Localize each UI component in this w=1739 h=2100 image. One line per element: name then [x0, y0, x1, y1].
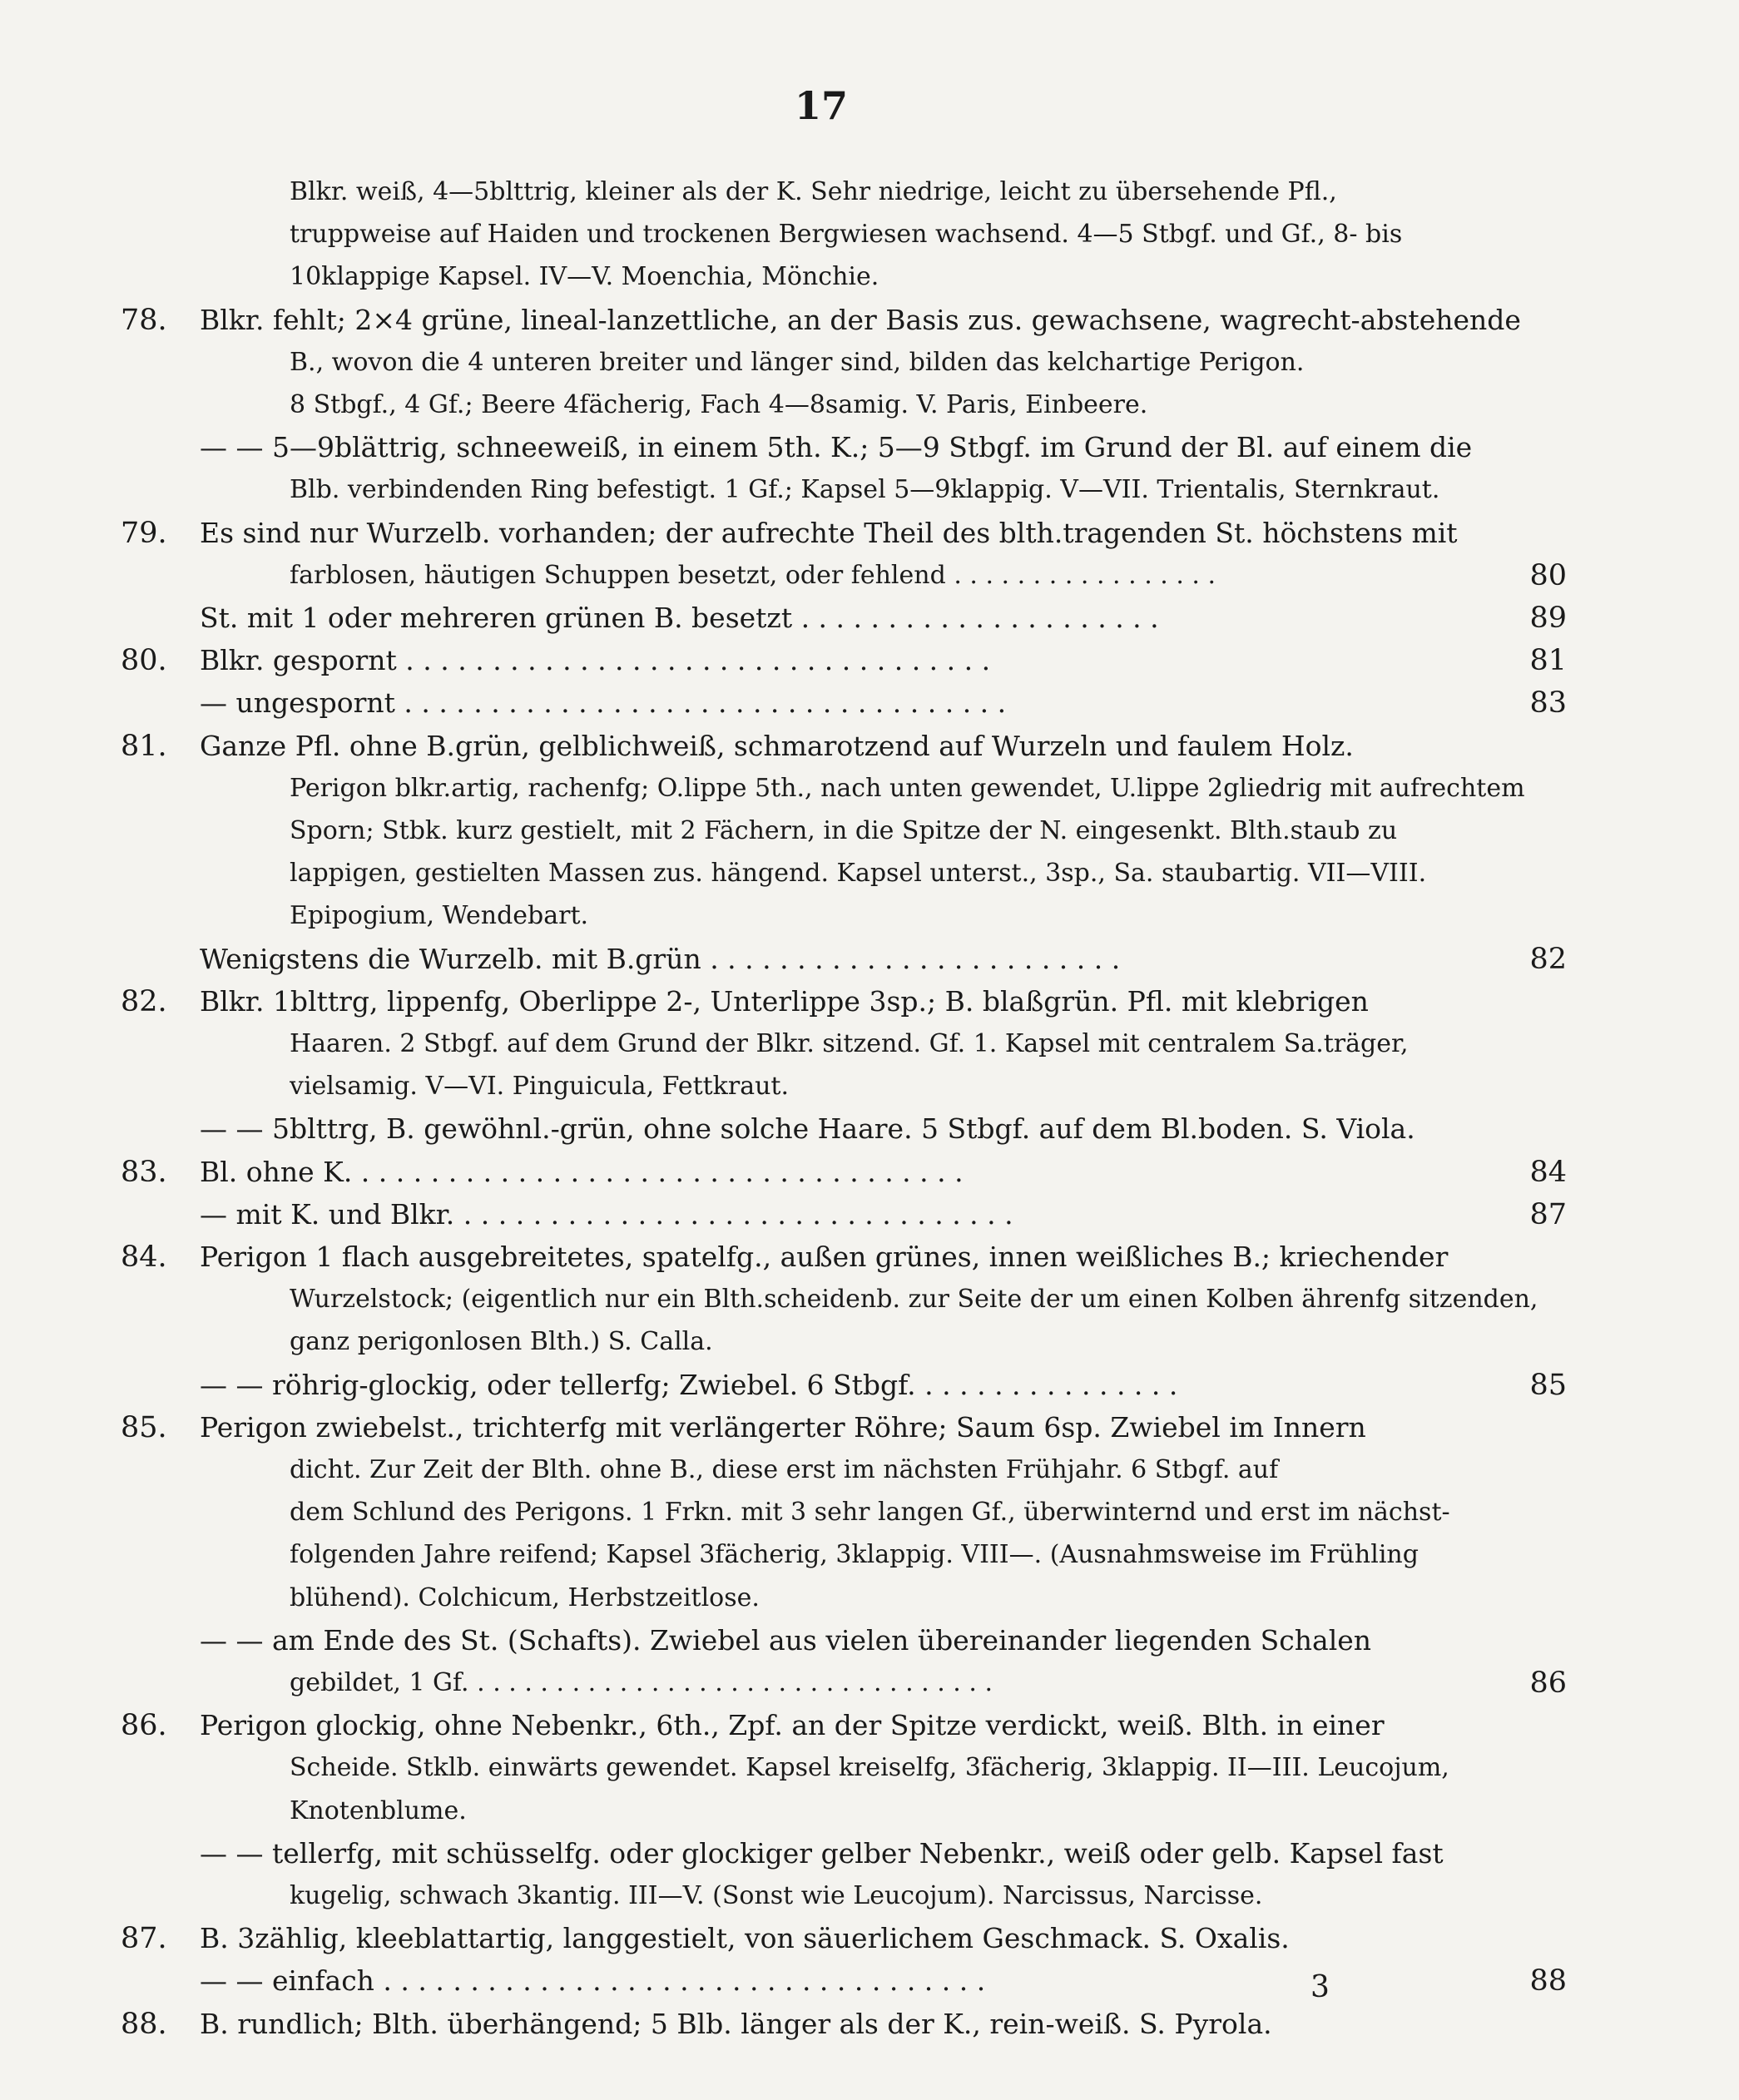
key-line [0, 894, 1739, 938]
entry-text: B., wovon die 4 unteren breiter und länger sind, bilden das kelchartige Perigon. [290, 347, 1305, 377]
entry-reference: 80 [1529, 558, 1567, 592]
entry-text: B. rundlich; Blth. überhängend; 5 Blb. länger als der K., rein-weiß. S. Pyrola. [200, 2007, 1272, 2040]
key-line [0, 1959, 1739, 2003]
entry-text: 10klappige Kapsel. IV—V. Moenchia, Mönchie. [290, 262, 879, 292]
entry-number: 83. [121, 1155, 167, 1189]
entry-text: Blb. verbindenden Ring befestigt. 1 Gf.; Kapsel 5—9klappig. V—VII. Trientalis, Sternkraut. [290, 475, 1440, 505]
key-line [0, 810, 1739, 853]
entry-text: Perigon zwiebelst., trichterfg mit verlängerter Röhre; Saum 6sp. Zwiebel im Innern [200, 1410, 1366, 1444]
entry-reference: 87 [1529, 1197, 1567, 1231]
entry-text: — — 5blttrg, B. gewöhnl.-grün, ohne solche Haare. 5 Stbgf. auf dem Bl.boden. S. Viola. [200, 1112, 1415, 1146]
key-line [0, 1917, 1739, 1960]
key-line [0, 1023, 1739, 1066]
entry-text: kugelig, schwach 3kantig. III—V. (Sonst wie Leucojum). Narcissus, Narcisse. [290, 1881, 1263, 1910]
entry-text: — — röhrig-glockig, oder tellerfg; Zwiebel. 6 Stbgf. . . . . . . . . . . . . . . . [200, 1368, 1178, 1401]
key-line [0, 681, 1739, 725]
entry-text: Perigon blkr.artig, rachenfg; O.lippe 5th., nach unten gewendet, U.lippe 2gliedrig mit aufrechtem [290, 773, 1525, 803]
page-number: 17 [795, 83, 849, 128]
entry-number: 87. [121, 1922, 167, 1956]
key-line [0, 1875, 1739, 1918]
entry-number: 81. [121, 729, 167, 763]
key-line [0, 725, 1739, 768]
entry-text: blühend). Colchicum, Herbstzeitlose. [290, 1582, 760, 1612]
entry-text: lappigen, gestielten Massen zus. hängend. Kapsel unterst., 3sp., Sa. staubartig. VII—VIII. [290, 859, 1427, 889]
entry-number: 86. [121, 1709, 167, 1743]
entry-text: Blkr. gespornt . . . . . . . . . . . . . . . . . . . . . . . . . . . . . . . . . . [200, 644, 991, 677]
key-line [0, 1320, 1739, 1364]
entry-text: — ungespornt . . . . . . . . . . . . . . . . . . . . . . . . . . . . . . . . . . . [200, 686, 1007, 720]
entry-text: Sporn; Stbk. kurz gestielt, mit 2 Fächern, in die Spitze der N. eingesenkt. Blth.staub zu [290, 816, 1398, 845]
entry-number: 88. [121, 2007, 167, 2041]
entry-text: farblosen, häutigen Schuppen besetzt, oder fehlend . . . . . . . . . . . . . . . . . [290, 560, 1216, 590]
entry-reference: 86 [1529, 1667, 1567, 1700]
entry-text: Bl. ohne K. . . . . . . . . . . . . . . . . . . . . . . . . . . . . . . . . . . . [200, 1155, 964, 1188]
key-line [0, 171, 1739, 214]
entry-reference: 89 [1529, 602, 1567, 635]
entry-reference: 85 [1529, 1368, 1567, 1402]
entry-text: Epipogium, Wendebart. [290, 901, 589, 931]
entry-text: Perigon glockig, ohne Nebenkr., 6th., Zpf. an der Spitze verdickt, weiß. Blth. in einer [200, 1709, 1385, 1742]
entry-text: — — tellerfg, mit schüsselfg. oder glockiger gelber Nebenkr., weiß oder gelb. Kapsel fast [200, 1836, 1444, 1870]
key-line [0, 1449, 1739, 1492]
key-line [0, 1790, 1739, 1833]
entry-text: folgenden Jahre reifend; Kapsel 3fächerig, 3klappig. VIII—. (Ausnahmsweise im Frühling [290, 1540, 1419, 1570]
entry-text: Wenigstens die Wurzelb. mit B.grün . . . . . . . . . . . . . . . . . . . . . . . . [200, 942, 1121, 975]
key-line [0, 597, 1739, 640]
key-line [0, 1491, 1739, 1534]
entry-text: — — einfach . . . . . . . . . . . . . . . . . . . . . . . . . . . . . . . . . . . [200, 1964, 986, 1998]
entry-text: ganz perigonlosen Blth.) S. Calla. [290, 1327, 713, 1357]
key-line [0, 1577, 1739, 1620]
entry-text: — — 5—9blättrig, schneeweiß, in einem 5th. K.; 5—9 Stbgf. im Grund der Bl. auf einem die [200, 431, 1473, 464]
entry-number: 85. [121, 1410, 167, 1444]
entry-text: 8 Stbgf., 4 Gf.; Beere 4fächerig, Fach 4—8samig. V. Paris, Einbeere. [290, 390, 1148, 419]
key-line [0, 341, 1739, 384]
signature-mark: 3 [1310, 1970, 1330, 2004]
key-line [0, 554, 1739, 597]
key-line [0, 1832, 1739, 1875]
entry-number: 82. [121, 984, 167, 1018]
key-line [0, 938, 1739, 981]
entry-text: dem Schlund des Perigons. 1 Frkn. mit 3 sehr langen Gf., überwinternd und erst im nächst- [290, 1498, 1450, 1528]
key-line [0, 1406, 1739, 1449]
entry-text: Blkr. fehlt; 2×4 grüne, lineal-lanzettliche, an der Basis zus. gewachsene, wagrecht-abstehende [200, 303, 1521, 336]
entry-text: Ganze Pfl. ohne B.grün, gelblichweiß, schmarotzend auf Wurzeln und faulem Holz. [200, 729, 1354, 762]
entry-text: Blkr. 1blttrg, lippenfg, Oberlippe 2-, Unterlippe 3sp.; B. blaßgrün. Pfl. mit klebrigen [200, 984, 1369, 1018]
key-line [0, 852, 1739, 895]
entry-reference: 83 [1529, 686, 1567, 721]
key-line [0, 1065, 1739, 1108]
entry-reference: 84 [1529, 1155, 1567, 1189]
key-line [0, 1746, 1739, 1790]
entry-text: vielsamig. V—VI. Pinguicula, Fettkraut. [290, 1072, 789, 1102]
entry-text: Wurzelstock; (eigentlich nur ein Blth.scheidenb. zur Seite der um einen Kolben ährenfg sitzenden, [290, 1285, 1538, 1315]
entry-number: 78. [121, 303, 167, 337]
key-line [0, 426, 1739, 469]
key-line [0, 1107, 1739, 1151]
entry-text: dicht. Zur Zeit der Blth. ohne B., diese erst im nächsten Frühjahr. 6 Stbgf. auf [290, 1455, 1279, 1484]
entry-text: B. 3zählig, kleeblattartig, langgestielt, von säuerlichem Geschmack. S. Oxalis. [200, 1922, 1290, 1955]
key-line [0, 1662, 1739, 1705]
entry-text: St. mit 1 oder mehreren grünen B. besetzt . . . . . . . . . . . . . . . . . . . . . [200, 602, 1159, 634]
entry-number: 80. [121, 644, 167, 678]
key-line [0, 980, 1739, 1023]
entry-reference: 81 [1529, 644, 1567, 678]
entry-text: truppweise auf Haiden und trockenen Bergwiesen wachsend. 4—5 Stbgf. und Gf., 8- bis [290, 220, 1403, 250]
key-line [0, 213, 1739, 256]
key-line [0, 1278, 1739, 1321]
entry-text: Blkr. weiß, 4—5blttrig, kleiner als der K. Sehr niedrige, leicht zu übersehende Pfl., [290, 177, 1337, 206]
entry-text: Scheide. Stklb. einwärts gewendet. Kapsel kreiselfg, 3fächerig, 3klappig. II—III. Leucojum, [290, 1753, 1449, 1783]
entry-text: gebildet, 1 Gf. . . . . . . . . . . . . . . . . . . . . . . . . . . . . . . . . . [290, 1668, 993, 1697]
entry-number: 84. [121, 1241, 167, 1274]
key-line [0, 1533, 1739, 1577]
entry-text: — — am Ende des St. (Schafts). Zwiebel aus vielen übereinander liegenden Schalen [200, 1623, 1372, 1657]
key-line [0, 299, 1739, 342]
key-line [0, 1619, 1739, 1662]
key-line [0, 468, 1739, 512]
entry-reference: 82 [1529, 942, 1567, 976]
entry-number: 79. [121, 516, 167, 550]
entry-text: Knotenblume. [290, 1795, 467, 1825]
key-line [0, 1704, 1739, 1747]
entry-text: — mit K. und Blkr. . . . . . . . . . . . . . . . . . . . . . . . . . . . . . . . . [200, 1197, 1013, 1231]
entry-reference: 88 [1529, 1964, 1567, 1998]
key-line [0, 512, 1739, 555]
entry-text: Perigon 1 flach ausgebreitetes, spatelfg., außen grünes, innen weißliches B.; kriechender [200, 1241, 1449, 1273]
key-line [0, 384, 1739, 427]
entry-text: Es sind nur Wurzelb. vorhanden; der aufrechte Theil des blth.tragenden St. höchstens mit [200, 516, 1458, 549]
entry-text: Haaren. 2 Stbgf. auf dem Grund der Blkr. sitzend. Gf. 1. Kapsel mit centralem Sa.träger, [290, 1029, 1409, 1058]
key-line [0, 1193, 1739, 1236]
key-line [0, 767, 1739, 810]
key-line [0, 639, 1739, 682]
key-line [0, 1151, 1739, 1194]
key-line [0, 1236, 1739, 1279]
key-line [0, 1364, 1739, 1407]
key-line [0, 2003, 1739, 2046]
key-line [0, 255, 1739, 299]
